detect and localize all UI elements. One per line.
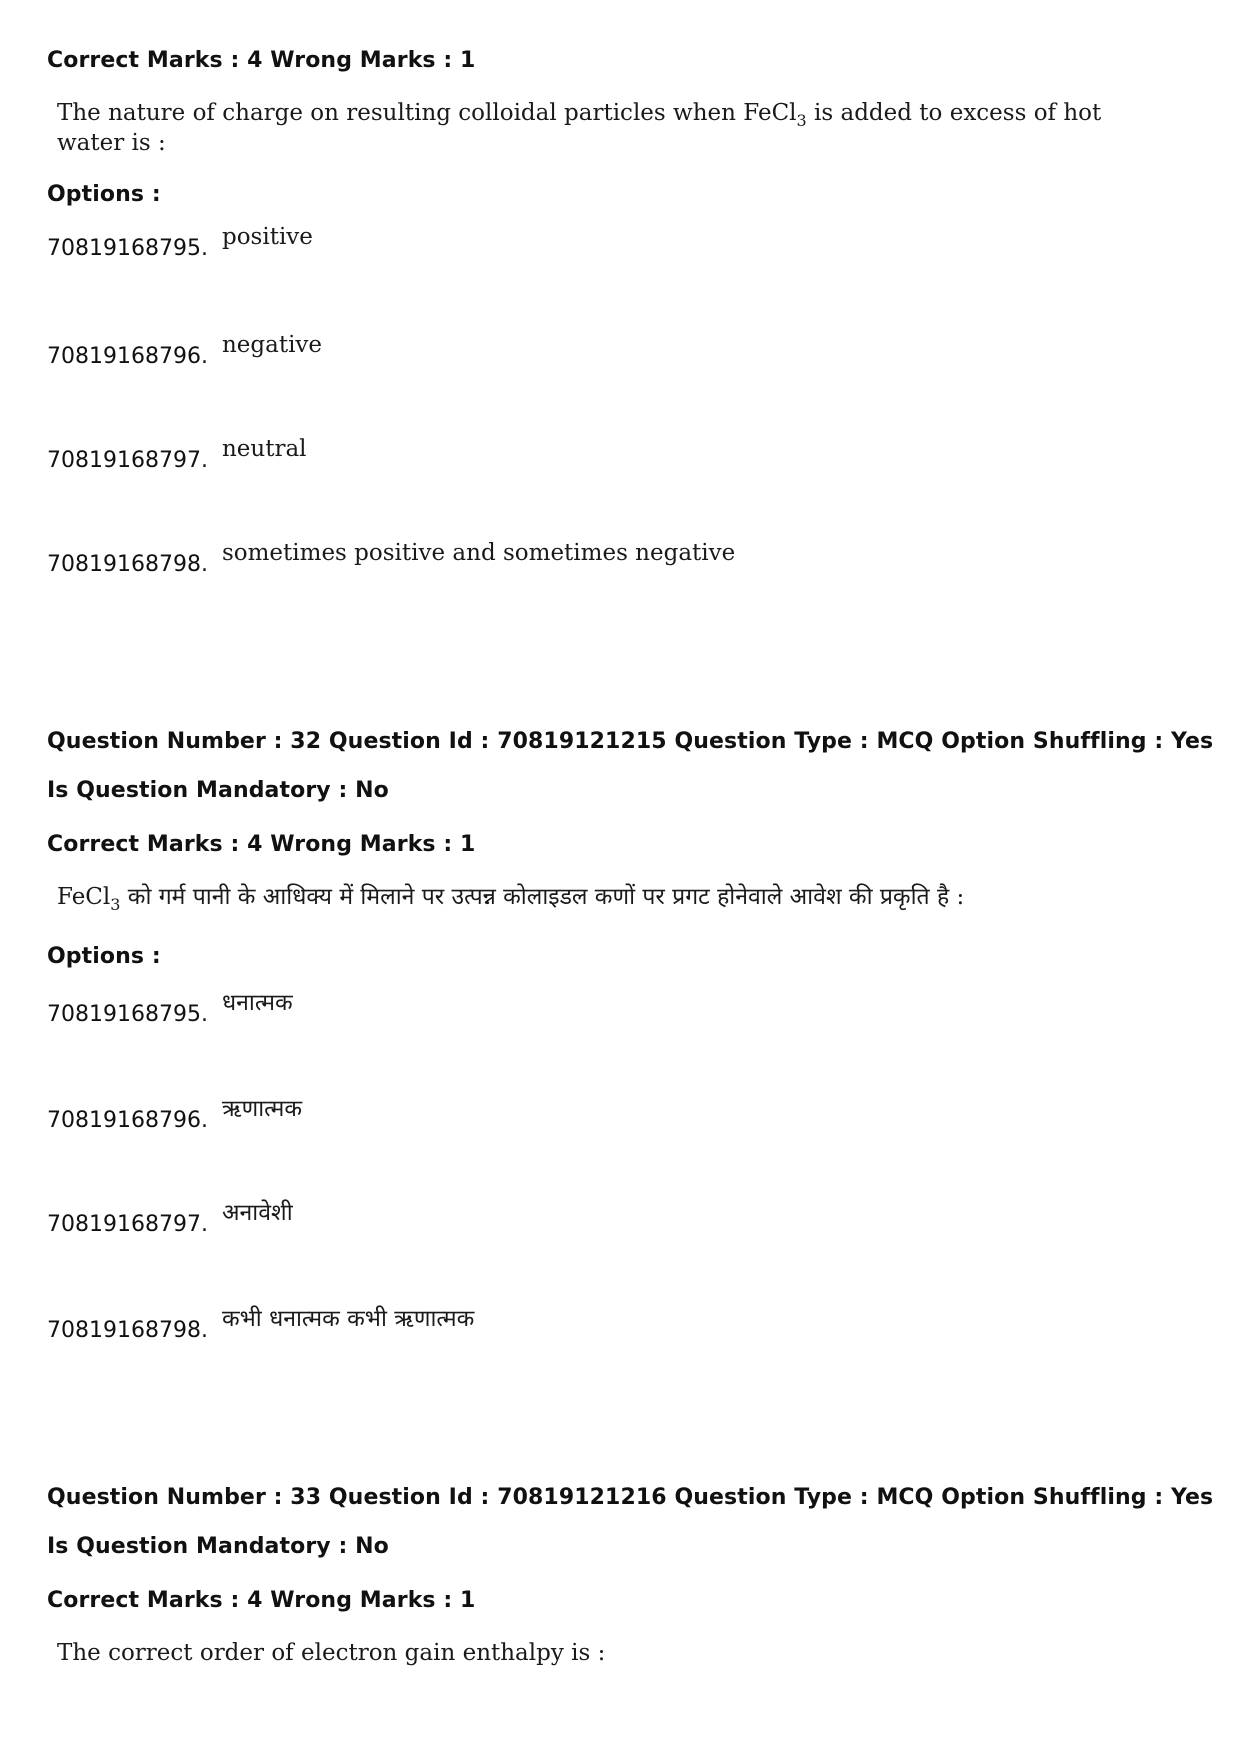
options-label: Options :: [47, 944, 161, 969]
option-id: 70819168795.: [47, 236, 208, 261]
option-text: neutral: [221, 436, 307, 462]
option-text: धनात्मक: [221, 990, 293, 1016]
option-text: अनावेशी: [221, 1200, 293, 1226]
option-id: 70819168796.: [47, 1108, 208, 1133]
option-row: [47, 330, 322, 372]
option-text: कभी धनात्मक कभी ऋणात्मक: [221, 1306, 475, 1332]
marks-line: Correct Marks : 4 Wrong Marks : 1: [47, 832, 476, 857]
option-row: [47, 988, 293, 1030]
marks-line: Correct Marks : 4 Wrong Marks : 1: [47, 48, 476, 73]
option-id: 70819168797.: [47, 448, 208, 473]
option-id: 70819168798.: [47, 552, 208, 577]
options-label: Options :: [47, 182, 161, 207]
option-text: ऋणात्मक: [221, 1096, 303, 1122]
mandatory-line: Is Question Mandatory : No: [47, 1534, 389, 1559]
option-id: 70819168797.: [47, 1212, 208, 1237]
mandatory-line: Is Question Mandatory : No: [47, 778, 389, 803]
question-header: Question Number : 32 Question Id : 70819121215 Question Type : MCQ Option Shuffling : Yes: [47, 729, 1214, 754]
option-id: 70819168796.: [47, 344, 208, 369]
option-id: 70819168798.: [47, 1318, 208, 1343]
question-text: The correct order of electron gain enthalpy is :: [57, 1640, 606, 1666]
option-row: [47, 1094, 302, 1136]
option-row: [47, 538, 735, 580]
question-header: Question Number : 33 Question Id : 70819121216 Question Type : MCQ Option Shuffling : Yes: [47, 1485, 1214, 1510]
option-row: [47, 1304, 474, 1346]
question-text: FeCl$_3$ को गर्म पानी के आधिक्य में मिलाने पर उत्पन्न कोलाइडल कणों पर प्रगट होनेवाले आवेश की प्रकृति है :: [57, 884, 965, 914]
option-row: [47, 222, 313, 264]
question-text-line-2: water is :: [57, 130, 166, 156]
option-text: negative: [221, 332, 323, 358]
option-row: [47, 1198, 293, 1240]
option-row: [47, 434, 307, 476]
marks-line: Correct Marks : 4 Wrong Marks : 1: [47, 1588, 476, 1613]
question-text-line-1: The nature of charge on resulting colloidal particles when FeCl$_3$ is added to excess of hot: [57, 100, 1102, 130]
option-text: sometimes positive and sometimes negative: [221, 540, 736, 566]
option-id: 70819168795.: [47, 1002, 208, 1027]
option-text: positive: [221, 224, 313, 250]
